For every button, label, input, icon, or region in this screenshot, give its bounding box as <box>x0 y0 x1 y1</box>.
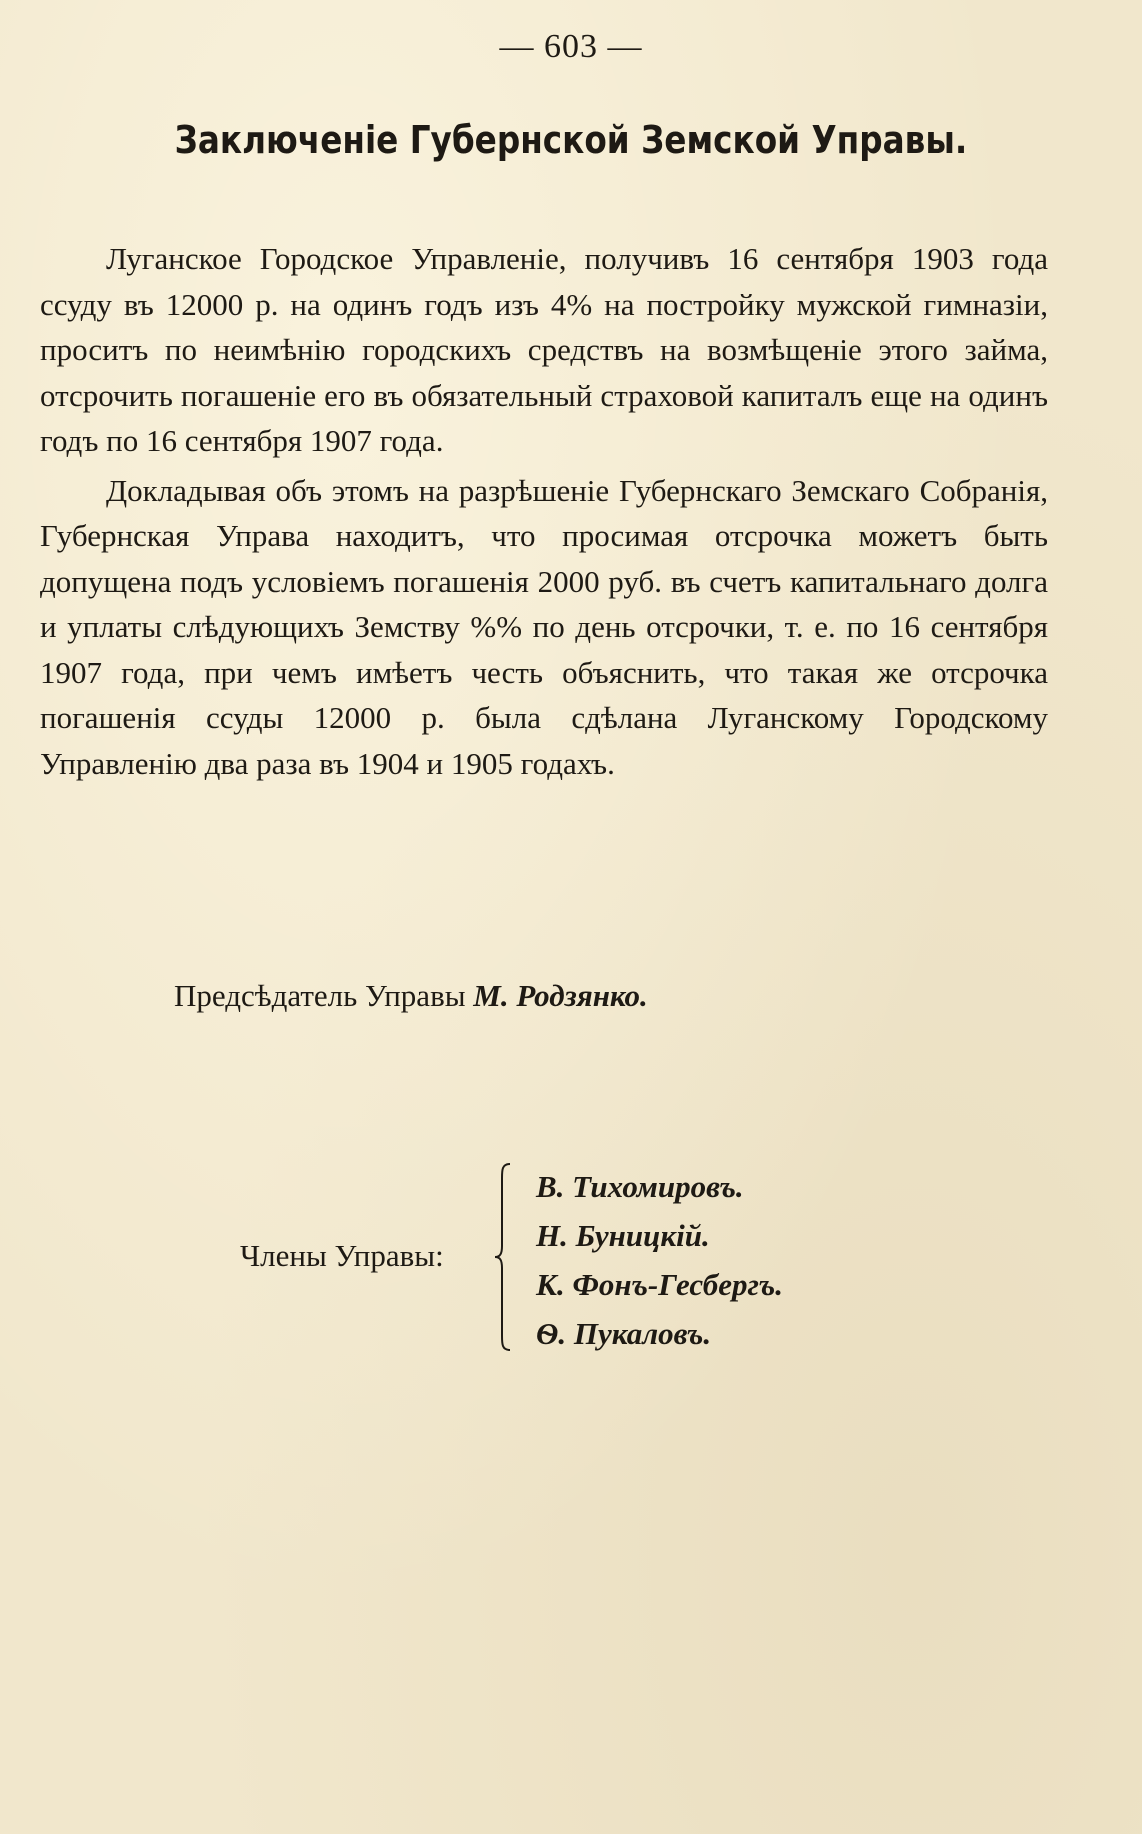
members-label: Члены Управы: <box>240 1238 444 1273</box>
member-name: К. Фонъ-Гесбергъ. <box>536 1267 784 1302</box>
members-list <box>536 1162 783 1358</box>
member-name: Ѳ. Пукаловъ. <box>536 1316 712 1351</box>
curly-brace-icon <box>494 1162 512 1352</box>
chairman-label: Предсѣдатель Управы <box>174 978 466 1013</box>
chairman-signature: М. Родзянко. <box>473 978 648 1013</box>
paragraph-1: Луганское Городское Управленіе, получивъ 16 сентября 1903 года ссуду въ 12000 р. на одинъ годъ изъ 4% на постройку мужской гимназіи, проситъ по неимѣнію городскихъ средствъ на возмѣщеніе этого займа, отсрочить погашеніе его въ обязательный страховой капиталъ еще на одинъ годъ по 16 сентября 1907 года. <box>40 241 1048 458</box>
member-name: В. Тихомировъ. <box>536 1169 744 1204</box>
chairman-signature-line <box>174 978 648 1014</box>
page-number: — 603 — <box>499 28 643 65</box>
body-text <box>40 236 1048 786</box>
paragraph-2: Докладывая объ этомъ на разрѣшеніе Губернскаго Земскаго Собранія, Губернская Управа находитъ, что просимая отсрочка можетъ быть допущена подъ условіемъ погашенія 2000 руб. въ счетъ капитальнаго долга и уплаты слѣдующихъ Земству %% по день отсрочки, т. е. по 16 сентября 1907 года, при чемъ имѣетъ честь объяснить, что такая же отсрочка погашенія ссуды 12000 р. была сдѣлана Луганскому Городскому Управленію два раза въ 1904 и 1905 годахъ. <box>40 472 1048 781</box>
page-title: Заключеніе Губернской Земской Управы. <box>174 118 968 162</box>
member-name: Н. Буницкій. <box>536 1218 710 1253</box>
